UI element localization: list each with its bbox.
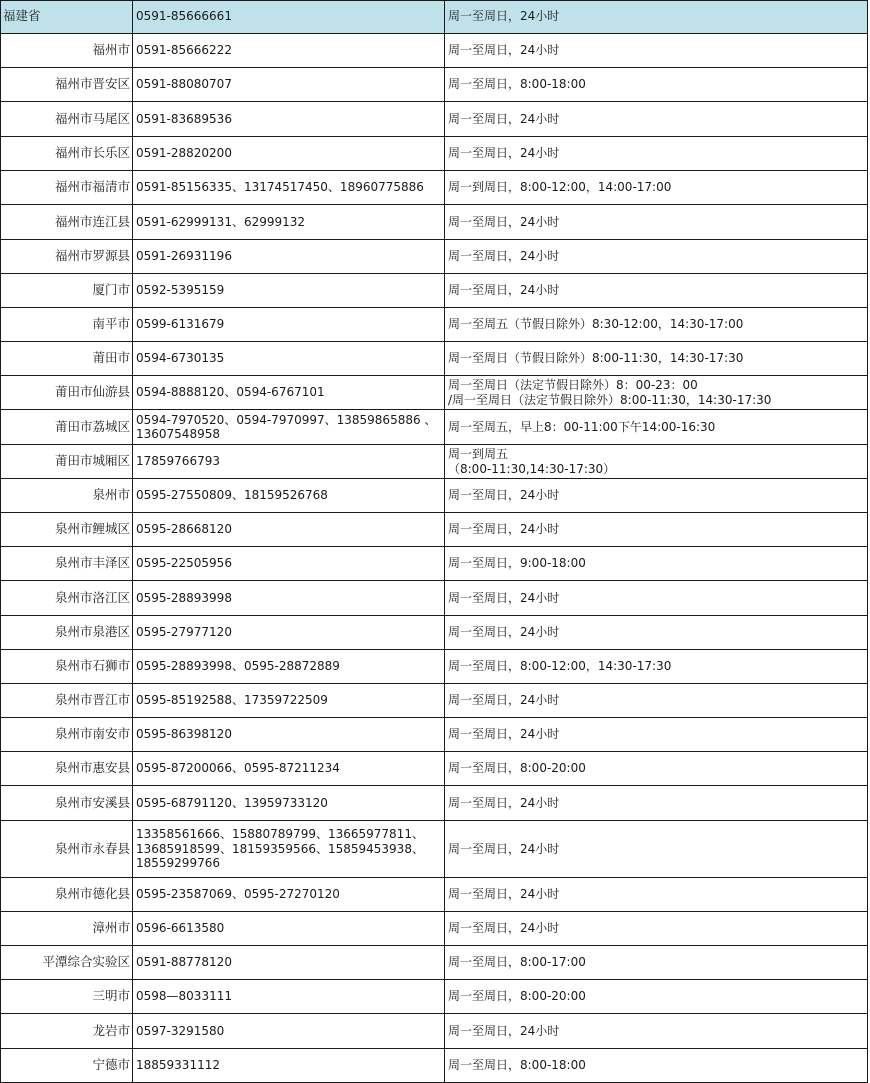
phone-cell [133,274,445,307]
phone-cell [133,240,445,273]
table-row [0,878,868,912]
region-cell: 福州市连江县 [0,205,133,239]
hours-cell [445,342,868,375]
hours-line: 周一至周日，24小时 [448,841,560,856]
phone-line: 0594-6730135 [136,351,225,366]
hours-cell [445,1014,868,1048]
table-row [0,308,868,342]
phone-line: 18859331112 [136,1058,220,1073]
hours-line: 周一至周日，24小时 [448,887,560,902]
hours-line: 周一至周日，24小时 [448,146,560,161]
region-cell: 漳州市 [0,912,133,945]
hours-line: 周一至周日（法定节假日除外）8：00-23：00 [448,378,698,392]
region-cell: 泉州市永春县 [0,821,133,877]
hours-line: 周一至周日，24小时 [448,283,560,298]
table-row [0,137,868,171]
region-cell: 泉州市洛江区 [0,581,133,615]
table-row [0,616,868,650]
table-row [0,240,868,274]
region-cell: 南平市 [0,308,133,341]
hours-cell [445,650,868,683]
phone-line: 0591-28820200 [136,146,232,161]
phone-cell [133,1049,445,1082]
table-row [0,946,868,980]
hours-cell [445,581,868,615]
hours-line: 周一至周日（节假日除外）8:00-11:30，14:30-17:30 [448,351,744,366]
hours-line: 周一至周日，8:00-20:00 [448,989,586,1004]
hours-cell [445,274,868,307]
phone-line: 0595-28668120 [136,522,232,537]
phone-line: 0591-88080707 [136,77,232,92]
region-cell: 泉州市惠安县 [0,752,133,785]
table-header-row [0,0,868,34]
phone-line: 0594-7970520、0594-7970997、13859865886 、 [136,412,437,427]
hours-cell [445,718,868,751]
phone-line: 0591-62999131、62999132 [136,214,306,229]
phone-line: 0591-88778120 [136,955,232,970]
region-cell: 福州市 [0,34,133,67]
hours-line: 周一至周日，24小时 [448,214,560,229]
hours-cell [445,137,868,170]
phone-line: 0594-8888120、0594-6767101 [136,385,325,400]
table-row [0,205,868,240]
phone-cell [133,821,445,877]
phone-line: 0591-85156335、13174517450、18960775886 [136,180,424,195]
hours-cell [445,308,868,341]
hours-cell [445,445,868,478]
hours-line: 周一至周日，24小时 [448,43,560,58]
region-cell: 福州市晋安区 [0,68,133,101]
table-row [0,171,868,205]
table-row [0,980,868,1014]
hours-line: 周一到周五 [448,447,509,461]
hours-line: 周一至周日，24小时 [448,693,560,708]
region-cell: 福州市长乐区 [0,137,133,170]
table-row [0,821,868,878]
hours-cell [445,68,868,101]
hours-line: /周一至周日（法定节假日除外）8:00-11:30，14:30-17:30 [448,392,772,407]
table-row [0,410,868,445]
hours-line: 周一至周日，8:00-17:00 [448,955,586,970]
phone-line: 13607548958 [136,427,220,441]
region-cell: 福州市福清市 [0,171,133,204]
phone-cell [133,581,445,615]
phone-cell [133,878,445,911]
region-cell: 莆田市荔城区 [0,410,133,444]
hours-line: 周一至周日，24小时 [448,111,560,126]
region-cell: 莆田市仙游县 [0,376,133,409]
hours-cell [445,786,868,820]
region-cell: 莆田市城厢区 [0,445,133,478]
table-row [0,912,868,946]
phone-cell [133,342,445,375]
hours-cell [445,1049,868,1082]
table-row [0,786,868,821]
region-cell: 福州市罗源县 [0,240,133,273]
hours-line: 周一至周日，24小时 [448,1023,560,1038]
phone-line: 0596-6613580 [136,921,225,936]
hours-cell [445,376,868,409]
region-cell: 泉州市安溪县 [0,786,133,820]
hours-line: （8:00-11:30,14:30-17:30） [448,461,616,476]
region-cell: 泉州市 [0,479,133,512]
region-cell: 泉州市丰泽区 [0,547,133,580]
region-cell: 泉州市德化县 [0,878,133,911]
region-cell: 龙岩市 [0,1014,133,1048]
table-row [0,376,868,410]
table-row [0,752,868,786]
hours-cell [445,684,868,717]
phone-cell [133,786,445,820]
hours-cell [445,752,868,785]
phone-cell [133,479,445,512]
phone-line: 0595-87200066、0595-87211234 [136,761,340,776]
phone-cell [133,102,445,136]
phone-line: 0591-85666661 [136,9,232,24]
region-cell: 泉州市晋江市 [0,684,133,717]
table-row [0,34,868,68]
region-cell: 福建省 [0,0,133,33]
hours-line: 周一至周日，24小时 [448,590,560,605]
hours-line: 周一至周日，24小时 [448,727,560,742]
phone-cell [133,547,445,580]
hours-line: 周一至周日，24小时 [448,9,560,24]
phone-cell [133,650,445,683]
table-row [0,581,868,616]
hours-cell [445,878,868,911]
table-row [0,1014,868,1049]
hours-cell [445,616,868,649]
hours-cell [445,479,868,512]
phone-line: 0595-27550809、18159526768 [136,488,328,503]
hours-cell [445,547,868,580]
phone-line: 0595-28893998 [136,590,232,605]
phone-line: 17859766793 [136,454,220,469]
table-row [0,274,868,308]
phone-line: 0597-3291580 [136,1023,225,1038]
hours-cell [445,821,868,877]
hours-cell [445,102,868,136]
phone-line: 13685918599、18159359566、15859453938、 [136,841,424,856]
phone-cell [133,137,445,170]
table-row [0,479,868,513]
table-row [0,342,868,376]
hours-cell [445,34,868,67]
hours-cell [445,205,868,239]
table-row [0,547,868,581]
phone-cell [133,684,445,717]
phone-cell [133,980,445,1013]
region-cell: 泉州市石狮市 [0,650,133,683]
phone-line: 0592-5395159 [136,283,225,298]
phone-line: 0591-83689536 [136,111,232,126]
phone-line: 0599-6131679 [136,317,225,332]
phone-line: 0595-85192588、17359722509 [136,693,328,708]
phone-cell [133,34,445,67]
hours-line: 周一至周日，8:00-20:00 [448,761,586,776]
region-cell: 泉州市泉港区 [0,616,133,649]
phone-cell [133,376,445,409]
hours-cell [445,410,868,444]
phone-cell [133,616,445,649]
hours-cell [445,946,868,979]
table-row [0,102,868,137]
phone-cell [133,912,445,945]
table-row [0,650,868,684]
phone-cell [133,1014,445,1048]
hours-cell [445,171,868,204]
region-cell: 平潭综合实验区 [0,946,133,979]
region-cell: 福州市马尾区 [0,102,133,136]
region-cell: 泉州市南安市 [0,718,133,751]
phone-cell [133,752,445,785]
phone-cell [133,171,445,204]
phone-cell [133,0,445,33]
region-cell: 泉州市鲤城区 [0,513,133,546]
phone-line: 0595-28893998、0595-28872889 [136,659,340,674]
phone-line: 0595-27977120 [136,625,232,640]
region-cell: 莆田市 [0,342,133,375]
hours-cell [445,980,868,1013]
phone-line: 13358561666、15880789799、13665977811、 [136,827,424,842]
hours-line: 周一至周日，8:00-18:00 [448,1058,586,1073]
phone-cell [133,718,445,751]
phone-line: 18559299766 [136,856,220,871]
table-row [0,684,868,718]
phone-cell [133,946,445,979]
phone-line: 0598—8033111 [136,989,232,1004]
phone-cell [133,205,445,239]
table-row [0,445,868,479]
hours-line: 周一至周日，8:00-12:00，14:30-17:30 [448,659,672,674]
region-cell: 三明市 [0,980,133,1013]
hours-line: 周一至周日，9:00-18:00 [448,556,586,571]
hours-line: 周一至周五，早上8：00-11:00下午14:00-16:30 [448,419,716,434]
phone-cell [133,513,445,546]
hours-cell [445,0,868,33]
phone-cell [133,410,445,444]
region-cell: 厦门市 [0,274,133,307]
phone-cell [133,445,445,478]
table-row [0,68,868,102]
phone-cell [133,308,445,341]
phone-line: 0591-26931196 [136,249,232,264]
hours-line: 周一至周日，24小时 [448,795,560,810]
hours-line: 周一至周日，24小时 [448,522,560,537]
hours-line: 周一至周日，8:00-18:00 [448,77,586,92]
hours-line: 周一至周日，24小时 [448,249,560,264]
hours-line: 周一至周日，24小时 [448,625,560,640]
table-row [0,513,868,547]
hours-cell [445,513,868,546]
hours-line: 周一至周日，24小时 [448,921,560,936]
phone-line: 0595-22505956 [136,556,232,571]
region-cell: 宁德市 [0,1049,133,1082]
table-row [0,1049,868,1083]
hours-line: 周一至周日，24小时 [448,488,560,503]
phone-line: 0591-85666222 [136,43,232,58]
hours-line: 周一到周日，8:00-12:00，14:00-17:00 [448,180,672,195]
phone-line: 0595-23587069、0595-27270120 [136,887,340,902]
phone-line: 0595-68791120、13959733120 [136,795,328,810]
hours-cell [445,912,868,945]
phone-cell [133,68,445,101]
table-row [0,718,868,752]
hours-cell [445,240,868,273]
phone-line: 0595-86398120 [136,727,232,742]
hours-line: 周一至周五（节假日除外）8:30-12:00，14:30-17:00 [448,317,744,332]
